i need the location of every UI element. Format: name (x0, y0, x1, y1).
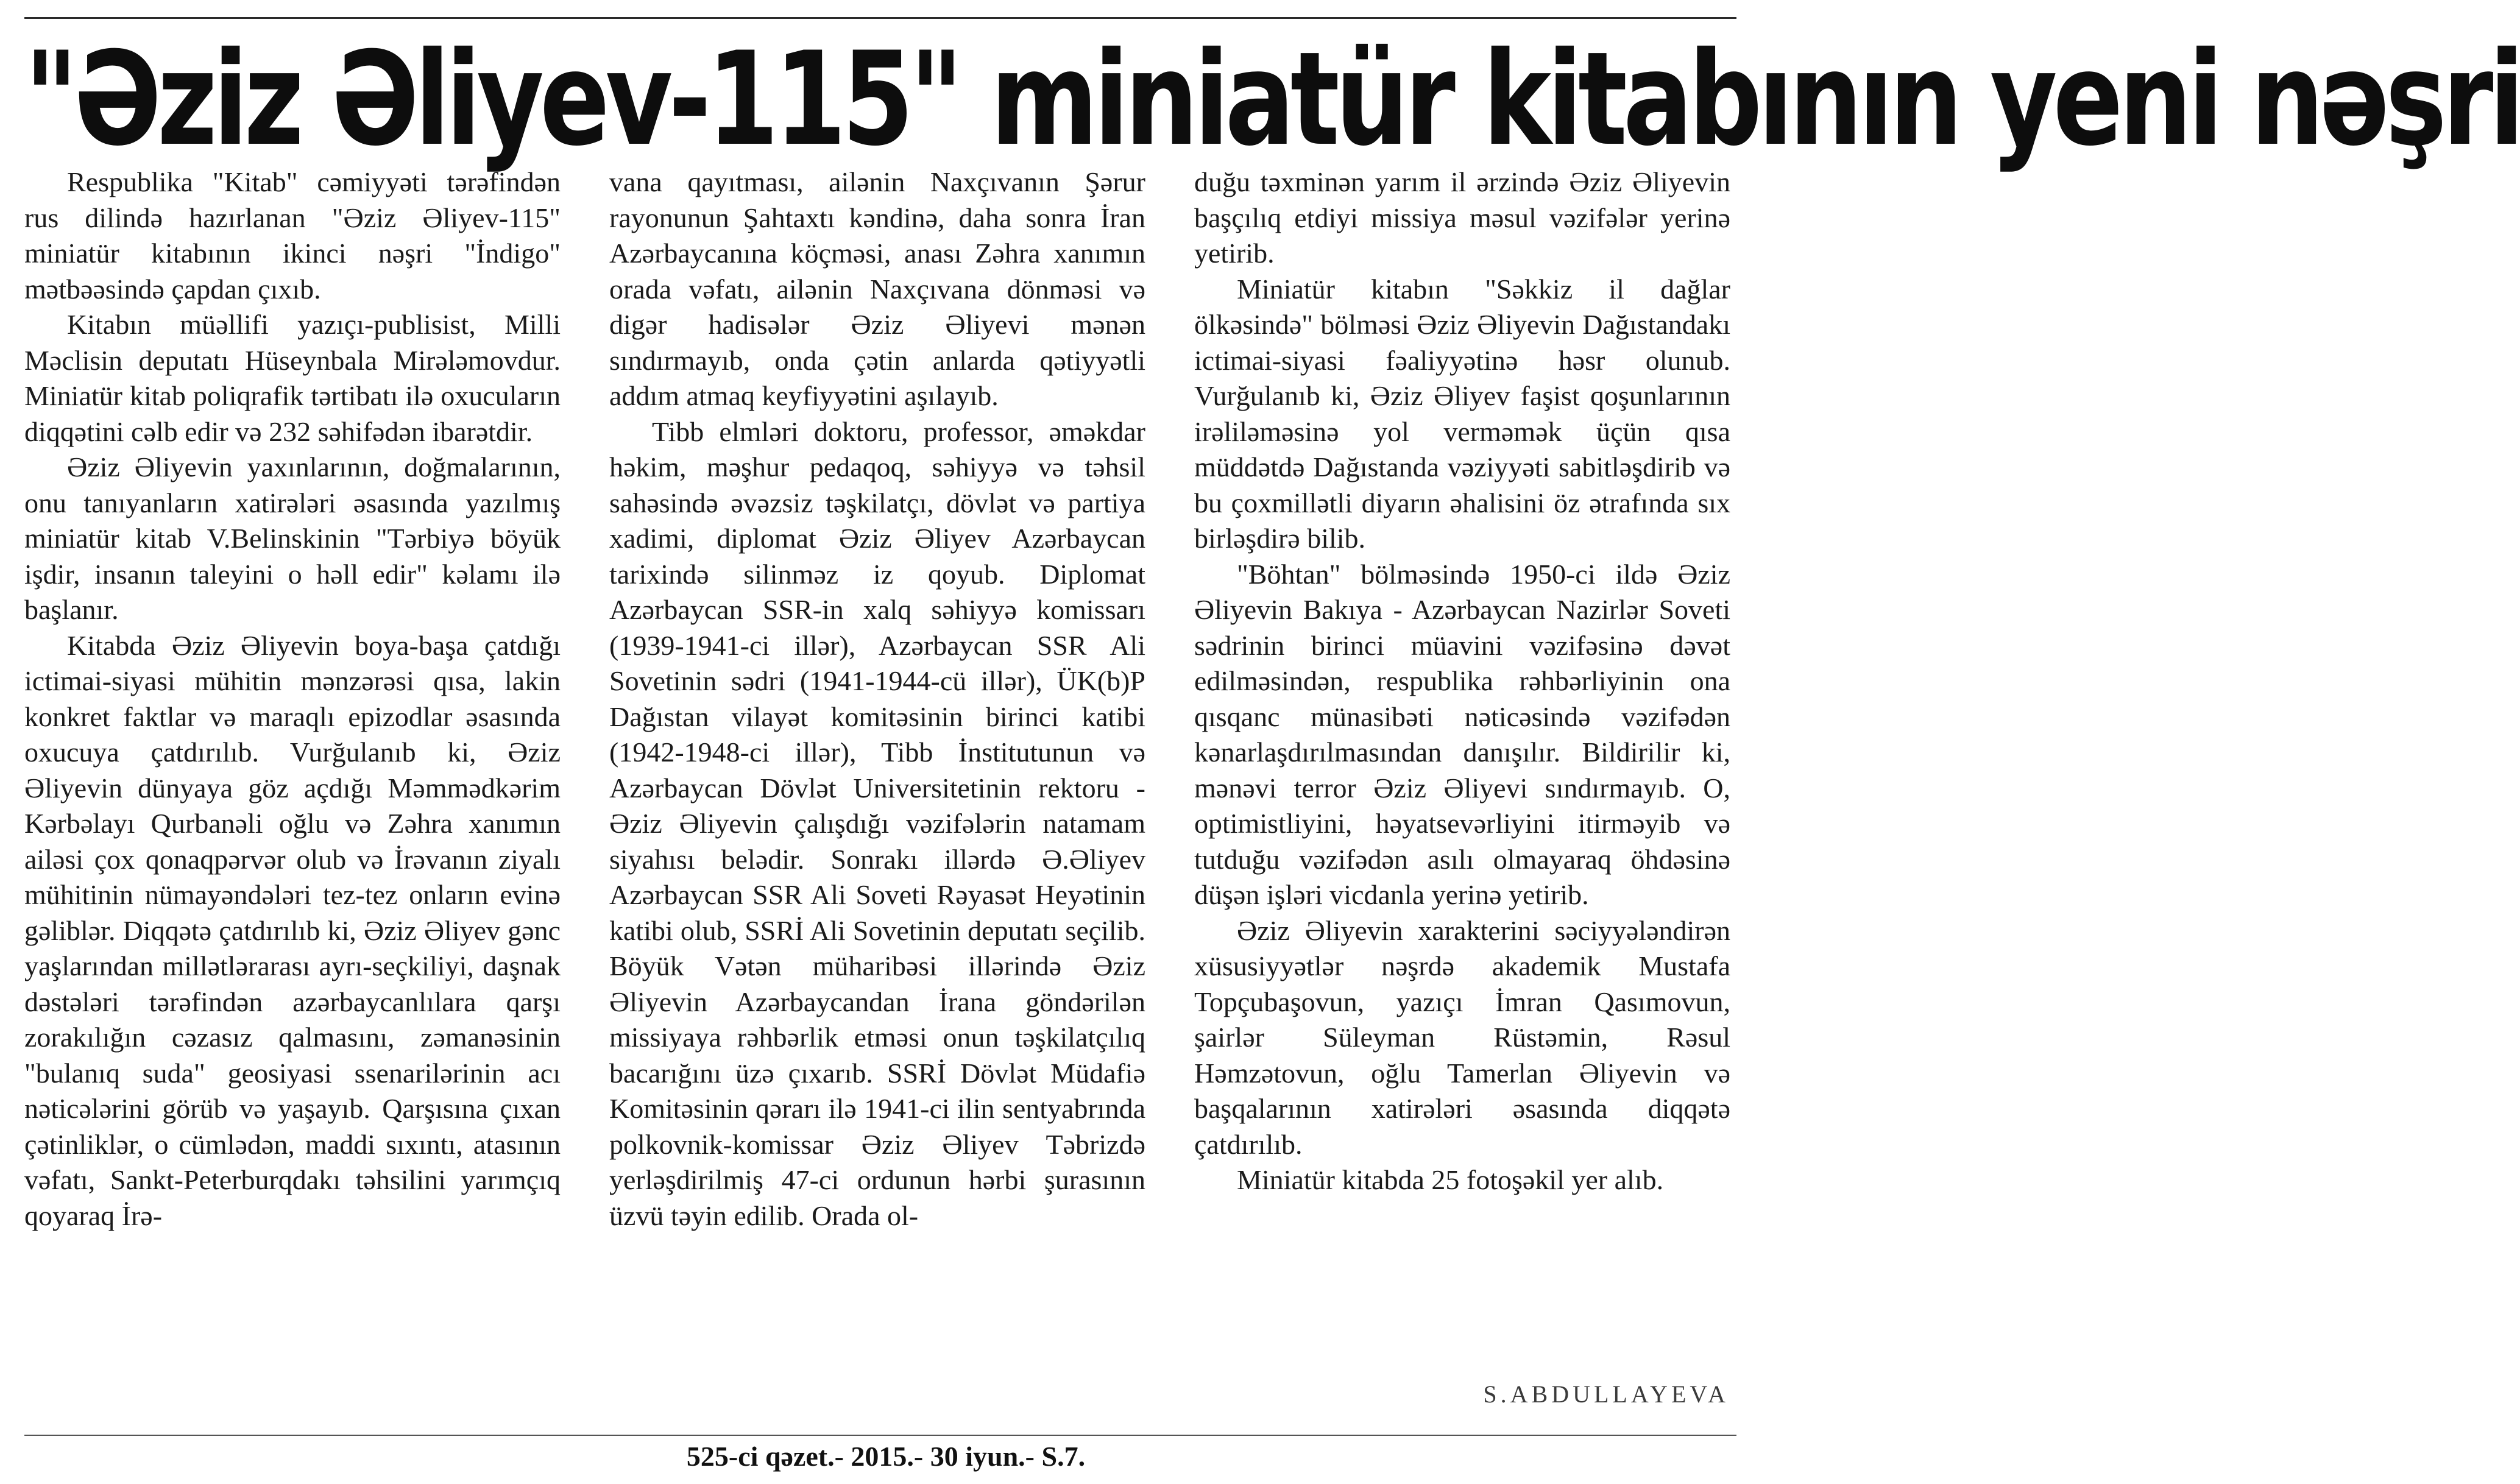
article-body (24, 164, 1730, 1395)
paragraph: Tibb elmləri doktoru, professor, əməkdar həkim, məşhur pedaqoq, səhiyyə və təhsil sahəsində əvəzsiz təşkilatçı, dövlət və partiya xadimi, diplomat Əziz Əliyev Azərbaycan tarixində silinməz iz qoyub. Diplomat Azərbaycan SSR-in xalq səhiyyə komissarı (1939-1941-ci illər), Azərbaycan SSR Ali Sovetinin sədri (1941-1944-cü illər), ÜK(b)P Dağıstan vilayət komitəsinin birinci katibi (1942-1948-ci illər), Tibb İnstitutunun və Azərbaycan Dövlət Universitetinin rektoru - Əziz Əliyevin çalışdığı vəzifələrin natamam siyahısı belədir. Sonrakı illərdə Ə.Əliyev Azərbaycan SSR Ali Soveti Rəyasət Heyətinin katibi olub, SSRİ Ali Sovetinin deputatı seçilib. Böyük Vətən müharibəsi illərində Əziz Əliyevin Azərbaycandan İrana göndərilən missiyaya rəhbərlik etməsi onun təşkilatçılıq bacarığını üzə çıxarıb. SSRİ Dövlət Müdafiə Komitəsinin qərarı ilə 1941-ci ilin sentyabrında polkovnik-komissar Əziz Əliyev Təbrizdə yerləşdirilmiş 47-ci ordunun hərbi şurasının üzvü təyin edilib. Orada ol- (609, 415, 1145, 1231)
column-3 (1194, 164, 1730, 1395)
paragraph: Kitabın müəllifi yazıçı-publisist, Milli Məclisin deputatı Hüseynbala Mirələmovdur. Miniatür kitab poliqrafik tərtibatı ilə oxucuların diqqətini cəlb edir və 232 səhifədən ibarətdir. (24, 309, 561, 447)
paragraph: Kitabda Əziz Əliyevin boya-başa çatdığı ictimai-siyasi mühitin mənzərəsi qısa, lakin konkret faktlar və maraqlı epizodlar əsasında oxucuya çatdırılıb. Vurğulanıb ki, Əziz Əliyevin dünyaya göz açdığı Məmmədkərim Kərbəlayı Qurbanəli oğlu və Zəhra xanımın ailəsi çox qonaqpərvər olub və İrəvanın ziyalı mühitinin nümayəndələri tez-tez onların evinə gəliblər. Diqqətə çatdırılıb ki, Əziz Əliyev gənc yaşlarından millətlərarası ayrı-seçkiliyi, daşnak dəstələri tərəfindən azərbaycanlılara qarşı zorakılığın cəzasız qalmasını, zəmanəsinin "bulanıq suda" geosiyasi ssenarilərinin acı nəticələrini görüb və yaşayıb. Qarşısına çıxan çətinliklər, o cümlədən, maddi sıxıntı, atasının vəfatı, Sankt-Peterburqdakı təhsilini yarımçıq qoyaraq İrə- (24, 629, 561, 1231)
column-1 (24, 164, 561, 1395)
bottom-rule (24, 1435, 1736, 1436)
paragraph: Əziz Əliyevin yaxınlarının, doğmalarının, onu tanıyanların xatirələri əsasında yazılmış miniatür kitab V.Belinskinin "Tərbiyə böyük işdir, insanın taleyini o həll edir" kəlamı ilə başlanır. (24, 451, 561, 625)
author-byline: S.ABDULLAYEVA (1483, 1380, 1729, 1408)
paragraph: duğu təxminən yarım il ərzində Əziz Əliyevin başçılıq etdiyi missiya məsul vəzifələr yerinə yetirib. (1194, 166, 1730, 269)
source-citation: 525-ci qəzet.- 2015.- 30 iyun.- S.7. (686, 1441, 1086, 1472)
paragraph: vana qayıtması, ailənin Naxçıvanın Şərur rayonunun Şahtaxtı kəndinə, daha sonra İran Azərbaycanına köçməsi, anası Zəhra xanımın orada vəfatı, ailənin Naxçıvana dönməsi və digər hadisələr Əziz Əliyevi mənən sındırmayıb, onda çətin anlarda qətiyyətli addım atmaq keyfiyyətini aşılayıb. (609, 166, 1145, 411)
paragraph: Əziz Əliyevin xarakterini səciyyələndirən xüsusiyyətlər nəşrdə akademik Mustafa Topçubaşovun, yazıçı İmran Qasımovun, şairlər Süleyman Rüstəmin, Rəsul Həmzətovun, oğlu Tamerlan Əliyevin və başqalarının xatirələri əsasında diqqətə çatdırılıb. (1194, 914, 1730, 1160)
headline: "Əziz Əliyev-115" miniatür kitabının yeni nəşri (24, 24, 2520, 174)
top-rule (24, 17, 1736, 19)
column-2 (609, 164, 1145, 1395)
paragraph: "Böhtan" bölməsində 1950-ci ildə Əziz Əliyevin Bakıya - Azərbaycan Nazirlər Soveti sədrinin birinci müavini vəzifəsinə dəvət edilməsindən, respublika rəhbərliyinin ona qısqanc münasibəti nəticəsində vəzifədən kənarlaşdırılmasından danışılır. Bildirilir ki, mənəvi terror Əziz Əliyevi sındırmayıb. O, optimistliyini, həyatsevərliyini itirməyib və tutduğu vəzifədən asılı olmayaraq öhdəsinə düşən işləri vicdanla yerinə yetirib. (1194, 558, 1730, 910)
paragraph: Miniatür kitabda 25 fotoşəkil yer alıb. (1237, 1164, 1664, 1195)
paragraph: Respublika "Kitab" cəmiyyəti tərəfindən rus dilində hazırlanan "Əziz Əliyev-115" miniatür kitabının ikinci nəşri "İndigo" mətbəəsində çapdan çıxıb. (24, 166, 561, 305)
paragraph: Miniatür kitabın "Səkkiz il dağlar ölkəsində" bölməsi Əziz Əliyevin Dağıstandakı ictimai-siyasi fəaliyyətinə həsr olunub. Vurğulanıb ki, Əziz Əliyev faşist qoşunlarının irəliləməsinə yol verməmək üçün qısa müddətdə Dağıstanda vəziyyəti sabitləşdirib və bu çoxmillətli diyarın əhalisini öz ətrafında sıx birləşdirə bilib. (1194, 273, 1730, 554)
